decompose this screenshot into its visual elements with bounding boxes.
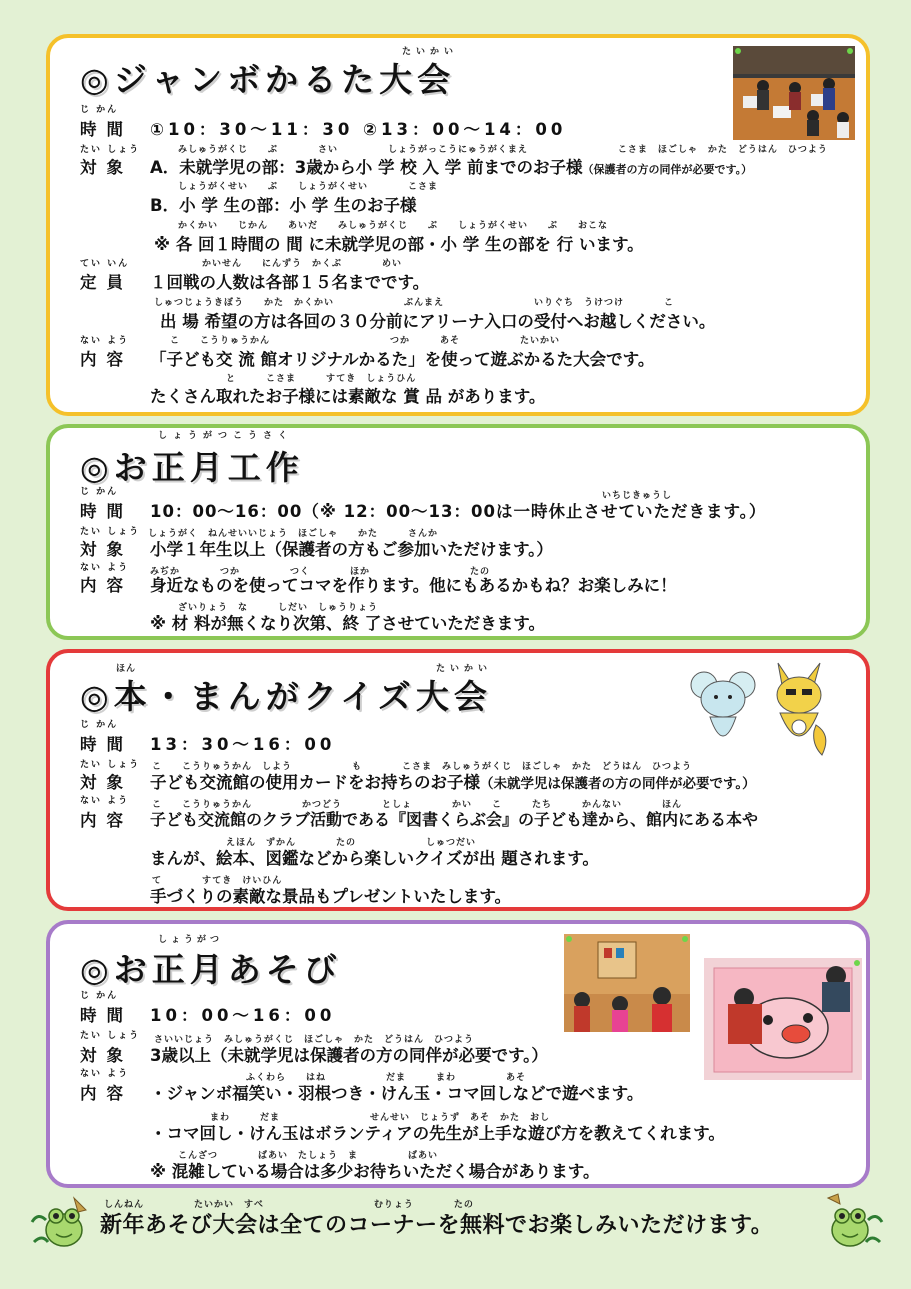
- section-title: ◎本・まんがクイズ大会: [80, 677, 492, 716]
- capacity-note: 出 場 希望の方は各回の３０分前にアリーナ入口の受付へお越しください。: [160, 312, 716, 331]
- content-value: ・ジャンボ福笑い・羽根つき・けん玉・コマ回しなどで遊べます。: [150, 1084, 644, 1103]
- target-ruby: こ こうりゅうかん しよう も こさま みしゅうがくじ ほごしゃ かた どうはん ひつよう: [152, 762, 693, 772]
- target-value: 小学１年生以上（保護者の方もご参加いただけます。）: [150, 540, 553, 559]
- frog-mascot-icon: [824, 1192, 886, 1254]
- content-value: 身近なものを使ってコマを作ります。他にもあるかもね？お楽しみに！: [150, 576, 677, 595]
- target-a: A．未就学児の部：3歳から小 学 校 入 学 前までのお子様（保護者の方の同伴が必要です。）: [150, 158, 753, 177]
- frog-mascot-icon: [28, 1192, 90, 1254]
- content-ruby-3: て すてき けいひん: [152, 876, 283, 886]
- content-label: 内容: [80, 1084, 133, 1103]
- time-ruby: いちじきゅうし: [602, 491, 673, 501]
- karuta-section: [46, 34, 870, 416]
- asobi-section: [46, 920, 870, 1188]
- target-label: 対象: [80, 158, 133, 177]
- target-ruby: しょうがく ねんせいいじょう ほごしゃ かた さんか: [148, 529, 439, 539]
- content-label-ruby: ない よう: [80, 796, 130, 806]
- content-ruby-2: えほん ずかん たの しゅつだい: [226, 838, 477, 848]
- footer-text: 新年あそび大会は全てのコーナーを無料でお楽しみいただけます。: [100, 1213, 774, 1238]
- target-a-ruby: みしゅうがくじ ぶ さい しょうがっこうにゅうがくまえ こさま ほごしゃ かた どうはん ひつよう: [178, 145, 828, 155]
- time-label: 時間: [80, 502, 133, 521]
- content-ruby: こ こうりゅうかん かつどう としょ かい こ たち かんない ほん: [152, 800, 683, 810]
- children-playing-photo: [564, 934, 690, 1032]
- time-label-ruby: じ かん: [80, 991, 119, 1001]
- capacity-note-ruby: しゅつじょうきぼう かた かくかい ぶんまえ いりぐち うけつけ こ: [154, 298, 675, 308]
- section-title: ◎ジャンボかるた大会: [80, 60, 456, 99]
- section-title: ◎お正月工作: [80, 448, 304, 487]
- time-label: 時間: [80, 735, 133, 754]
- title-ruby-hon: ほん: [116, 664, 137, 674]
- capacity-label: 定員: [80, 273, 133, 292]
- target-note: ※ 各 回１時間の 間 に未就学児の部・小 学 生の部を 行 います。: [154, 235, 644, 254]
- content-label: 内容: [80, 811, 133, 830]
- target-label: 対象: [80, 1046, 133, 1065]
- target-label-ruby: たい しょう: [80, 145, 141, 155]
- content-note-ruby: と こさま すてき しょうひん: [226, 374, 417, 384]
- title-ruby: しょうがつ: [158, 935, 224, 945]
- karuta-game-photo: [733, 46, 855, 140]
- content-label-ruby: ない よう: [80, 1069, 130, 1079]
- time-label: 時間: [80, 120, 133, 139]
- fukuwarai-game-photo: [704, 958, 862, 1080]
- target-value: 3歳以上（未就学児は保護者の方の同伴が必要です。）: [150, 1046, 548, 1065]
- content-note: ※ 混雑している場合は多少お待ちいただく場合があります。: [150, 1162, 600, 1181]
- target-b-ruby: しょうがくせい ぶ しょうがくせい こさま: [178, 182, 439, 192]
- section-title: ◎お正月あそび: [80, 950, 342, 989]
- target-value: 子ども交流館の使用カードをお持ちのお子様（未就学児は保護者の方の同伴が必要です。）: [150, 773, 756, 792]
- title-ruby-taikai: たいかい: [436, 664, 493, 674]
- content-label: 内容: [80, 350, 133, 369]
- content-ruby-2: まわ だま せんせい じょうず あそ かた おし: [210, 1113, 551, 1123]
- content-value-2: まんが、絵本、図鑑などから楽しいクイズが出 題されます。: [150, 849, 599, 868]
- title-ruby: しょうがつこうさく: [158, 431, 294, 441]
- time-label-ruby: じ かん: [80, 105, 119, 115]
- title-ruby: たいかい: [402, 47, 459, 57]
- time-value: ①10：30～11：30 ②13：00～14：00: [150, 120, 567, 139]
- content-ruby: みぢか つか つく ほか たの: [150, 567, 491, 577]
- time-label-ruby: じ かん: [80, 487, 119, 497]
- target-b: B．小 学 生の部：小 学 生のお子様: [150, 196, 417, 215]
- target-label-ruby: たい しょう: [80, 1031, 141, 1041]
- capacity-label-ruby: てい いん: [80, 259, 130, 269]
- target-ruby: さいいじょう みしゅうがくじ ほごしゃ かた どうはん ひつよう: [154, 1035, 475, 1045]
- content-value-3: 手づくりの素敵な景品もプレゼントいたします。: [150, 887, 512, 906]
- time-value: 13：30～16：00: [150, 735, 336, 754]
- content-note: たくさん取れたお子様には素敵な 賞 品 があります。: [150, 387, 546, 406]
- target-note-ruby: かくかい じかん あいだ みしゅうがくじ ぶ しょうがくせい ぶ おこな: [178, 221, 609, 231]
- time-label-ruby: じ かん: [80, 720, 119, 730]
- time-value: 10：00～16：00: [150, 1006, 336, 1025]
- koma-section: [46, 424, 870, 640]
- capacity-value: １回戦の人数は各部１５名までです。: [150, 273, 430, 292]
- content-label: 内容: [80, 576, 133, 595]
- content-label-ruby: ない よう: [80, 563, 130, 573]
- capacity-ruby: かいせん にんずう かくぶ めい: [202, 259, 403, 269]
- time-value: 10：00～16：00（※ 12：00～13：00は一時休止させていただきます。）: [150, 502, 767, 521]
- target-label: 対象: [80, 773, 133, 792]
- content-label-ruby: ない よう: [80, 336, 130, 346]
- content-value: 「子ども交 流 館オリジナルかるた」を使って遊ぶかるた大会です。: [150, 350, 655, 369]
- content-note: ※ 材 料が無くなり次第、終 了させていただきます。: [150, 614, 545, 633]
- content-ruby: ふくわら はね だま まわ あそ: [246, 1073, 527, 1083]
- quiz-section: [46, 649, 870, 911]
- time-label: 時間: [80, 1006, 133, 1025]
- content-ruby: こ こうりゅうかん つか あそ たいかい: [170, 336, 561, 346]
- target-label: 対象: [80, 540, 133, 559]
- content-value-2: ・コマ回し・けん玉はボランティアの先生が上手な遊び方を教えてくれます。: [150, 1124, 725, 1143]
- mouse-and-fox-illustration: [690, 655, 830, 759]
- target-label-ruby: たい しょう: [80, 760, 141, 770]
- footer-ruby: しんねん たいかい すべ むりょう たの: [104, 1200, 474, 1210]
- content-value: 子ども交流館のクラブ活動である『図書くらぶ会』の子ども達から、館内にある本や: [150, 810, 759, 829]
- content-note-ruby: こんざつ ばあい たしょう ま ばあい: [178, 1151, 439, 1161]
- content-note-ruby: ざいりょう な しだい しゅうりょう: [178, 603, 379, 613]
- target-label-ruby: たい しょう: [80, 527, 141, 537]
